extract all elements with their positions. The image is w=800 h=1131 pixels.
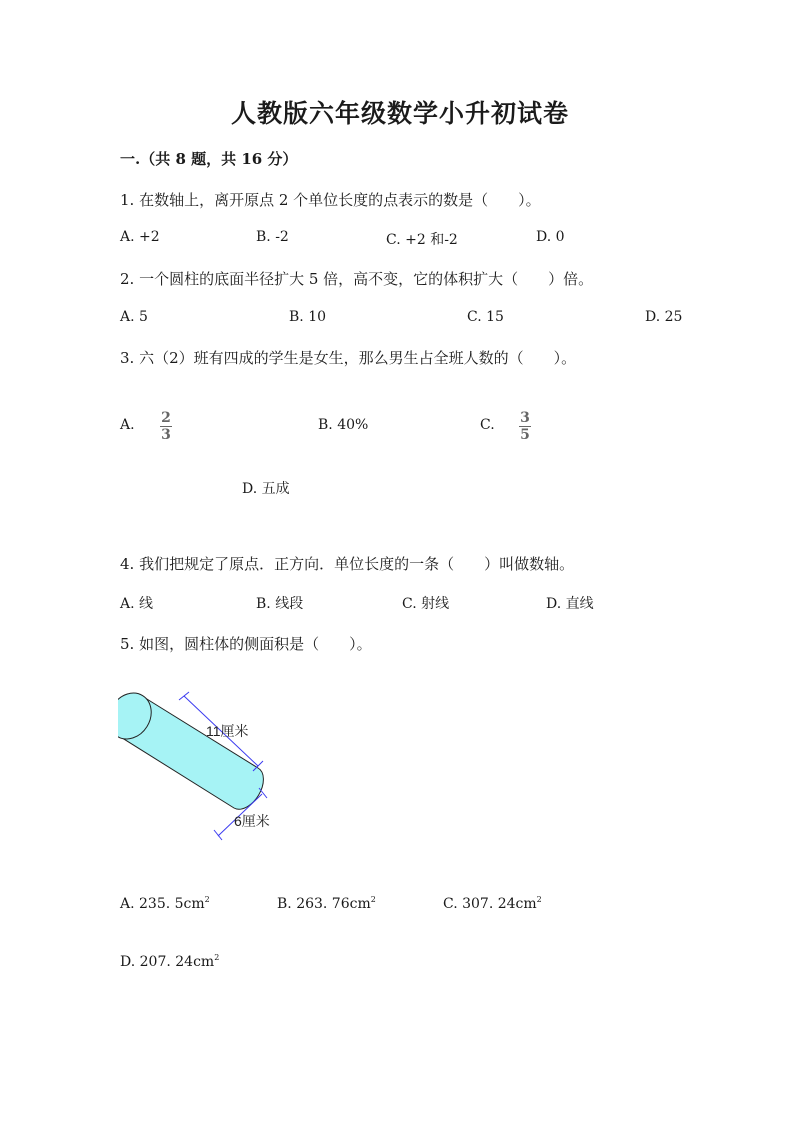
question-1-option-b: B. -2 [256, 229, 289, 245]
diameter-label: 6厘米 [234, 813, 270, 829]
question-3-option-b: B. 40% [318, 417, 369, 433]
question-3-stem: 3. 六（2）班有四成的学生是女生，那么男生占全班人数的（ ）。 [120, 349, 577, 367]
question-1-option-d: D. 0 [536, 229, 565, 245]
fraction-denominator: 3 [161, 427, 171, 443]
question-3-option-a-fraction [160, 410, 172, 443]
fraction-numerator: 3 [520, 410, 530, 426]
question-5-option-a: A. 235. $5cm^2$ [120, 895, 210, 912]
length-label: 11厘米 [206, 723, 249, 739]
question-2-stem: 2. 一个圆柱的底面半径扩大 5 倍，高不变，它的体积扩大（ ）倍。 [120, 270, 594, 288]
diameter-tick-end [214, 830, 222, 840]
question-4-option-a: A. 线 [120, 596, 154, 612]
page-title: 人教版六年级数学小升初试卷 [230, 99, 569, 128]
cylinder-figure [118, 688, 298, 850]
question-5-option-d: D. 207. $24cm^2$ [120, 953, 220, 970]
question-2-option-a: A. 5 [120, 309, 148, 325]
question-4-option-b: B. 线段 [256, 596, 304, 612]
question-3-option-c: C. [480, 417, 495, 433]
question-3-option-a: A. [120, 417, 135, 433]
question-1-option-c: C. +2 和-2 [386, 232, 458, 248]
question-5-stem: 5. 如图，圆柱体的侧面积是（ ）。 [120, 635, 372, 653]
question-4-option-c: C. 射线 [402, 596, 450, 612]
question-2-option-d: D. 25 [645, 309, 683, 325]
question-4-stem: 4. 我们把规定了原点．正方向．单位长度的一条（ ）叫做数轴。 [120, 555, 575, 573]
question-5-option-c: C. 307. $24cm^2$ [443, 895, 542, 912]
fraction-numerator: 2 [161, 410, 171, 426]
fraction-denominator: 5 [520, 427, 530, 443]
question-3-option-d: D. 五成 [242, 481, 290, 497]
question-1-stem: 1. 在数轴上，离开原点 2 个单位长度的点表示的数是（ ）。 [120, 191, 541, 209]
question-2-option-b: B. 10 [289, 309, 327, 325]
question-5-option-b: B. 263. $76cm^2$ [277, 895, 376, 912]
question-1-option-a: A. +2 [120, 229, 160, 245]
question-3-option-c-fraction [519, 410, 531, 443]
question-4-option-d: D. 直线 [546, 596, 594, 612]
section-header: 一.（共 8 题，共 16 分） [120, 150, 298, 168]
question-2-option-c: C. 15 [467, 309, 504, 325]
